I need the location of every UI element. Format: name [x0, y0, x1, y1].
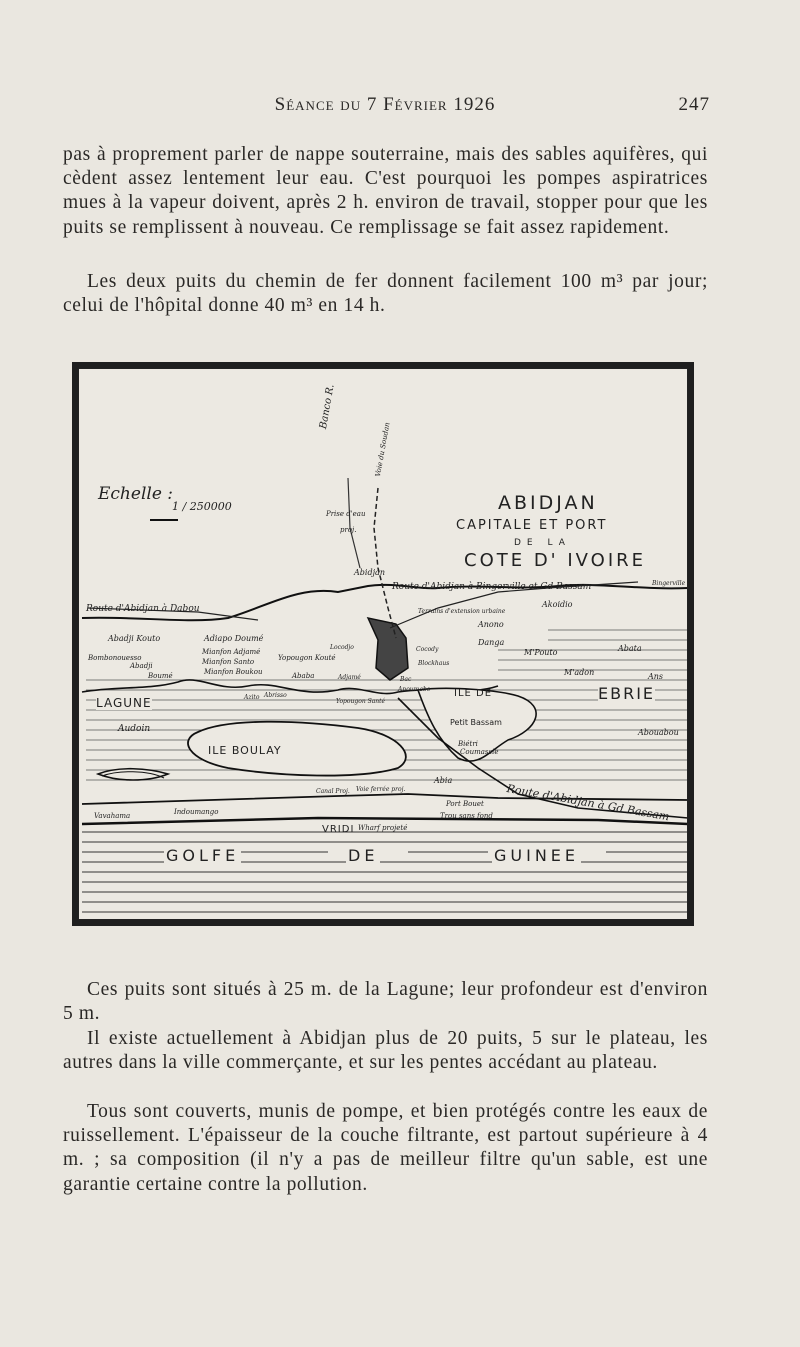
map-label-akoidio: Akoidio — [542, 600, 573, 609]
map-label-adiapo-doume: Adiapo Doumé — [204, 634, 264, 643]
map-label-ababa: Ababa — [292, 672, 315, 680]
map-label-prise-eau: Prise d'eau — [326, 510, 366, 518]
map-title-line3: DE LA — [514, 538, 571, 548]
map-label-adjame: Adjamé — [338, 674, 361, 681]
map-label-mianfon-santo: Mianfon Santo — [202, 658, 255, 666]
map-title-city: ABIDJAN — [498, 492, 598, 514]
map-label-vridi: VRIDI — [322, 824, 355, 835]
map-label-golfe: GOLFE — [166, 846, 240, 865]
running-head-title: Séance du 7 Février 1926 — [274, 94, 496, 115]
map-label-boume: Boumé — [148, 672, 173, 680]
map-label-terrains-extension: Terrains d'extension urbaine — [418, 608, 506, 615]
running-head — [60, 94, 710, 122]
map-figure — [72, 362, 694, 926]
map-label-prise-proj: proj. — [340, 526, 357, 534]
map-label-yopougon-koute: Yopougon Kouté — [278, 654, 336, 662]
map-label-azito: Azito — [244, 694, 260, 701]
map-label-ans: Ans — [648, 672, 664, 681]
map-label-wharf: Wharf projeté — [358, 824, 408, 832]
map-label-voie-soudan: Voie du Soudan — [374, 421, 392, 478]
lagoon-north-shore — [82, 585, 688, 620]
map-scale-label: Echelle : — [98, 484, 174, 504]
map-title-line4: COTE D' IVOIRE — [464, 550, 647, 571]
voie-soudan-rail — [374, 488, 396, 638]
map-label-yopougon-sante: Yopougon Santé — [336, 698, 386, 705]
map-label-bac: Bac — [400, 676, 412, 683]
map-label-mpouto: M'Pouto — [524, 648, 558, 657]
map-label-audoin: Audoin — [118, 724, 151, 734]
paragraph-1: pas à proprement parler de nappe souterraine, mais des sables aquifères, qui cèdent assez lentement leur eau. C'est pourquoi les pompes aspiratrices mues à la vapeur doivent, après 2 h. environ de travail, stopper pour que les puits se remplissent à nouveau. Ce remplissage se fait assez rapidement. — [63, 144, 708, 238]
paragraph-2: Les deux puits du chemin de fer donnent facilement 100 m³ par jour; celui de l'hôpital donne 40 m³ en 14 h. — [63, 271, 708, 317]
map-label-mianfon-adjame: Mianfon Adjamé — [202, 648, 261, 656]
banco-river — [348, 478, 360, 568]
map-label-route-bingerville: Route d'Abidjan à Bingerville et Gd Bassam — [392, 582, 592, 592]
sea-hatching — [82, 832, 688, 912]
map-label-abia: Abia — [434, 776, 453, 785]
map-label-abadji: Abadji — [130, 662, 153, 670]
map-label-abouabou: Abouabou — [638, 728, 679, 737]
map-label-indoumango: Indoumango — [174, 808, 219, 816]
map-title-line2: CAPITALE ET PORT — [456, 518, 608, 533]
map-label-bietri: Biétri — [458, 740, 478, 748]
map-label-blockhaus: Blockhaus — [418, 660, 450, 667]
map-label-madon: M'adon — [564, 668, 595, 677]
map-label-danga: Danga — [478, 638, 505, 647]
map-label-abata: Abata — [618, 644, 642, 653]
map-label-vavahama: Vavahama — [94, 812, 131, 820]
map-label-ile-de: ILE DE — [454, 688, 493, 699]
map-label-abidjan: Abidjan — [354, 568, 385, 577]
map-label-anoumabo: Anoumabo — [398, 686, 431, 693]
map-label-canal: Canal Proj. — [316, 788, 350, 795]
map-label-abadji-kouto: Abadji Kouto — [108, 634, 161, 643]
map-label-trou-sans-fond: Trou sans fond — [440, 812, 493, 820]
map-label-coumassie: Coumassie — [460, 748, 499, 756]
page-number: 247 — [678, 94, 710, 115]
map-label-locodjo: Locodjo — [330, 644, 354, 651]
map-label-banco: Banco R. — [318, 383, 337, 430]
map-label-ile-boulay: ILE BOULAY — [208, 744, 282, 757]
abidjan-plateau — [368, 618, 408, 680]
map-label-bombonouesso: Bombonouesso — [88, 654, 142, 662]
map-label-anono: Anono — [478, 620, 504, 629]
map-label-mianfon-boukou: Mianfon Boukou — [204, 668, 263, 676]
map-label-voie-ferree: Voie ferrée proj. — [356, 786, 406, 793]
map-label-bingerville: Bingerville — [652, 580, 686, 587]
map-label-route-gd-bassam: Route d'Abidjan à Gd Bassam — [505, 782, 671, 824]
map-label-lagune: LAGUNE — [96, 696, 152, 710]
map-label-abrisso: Abrisso — [264, 692, 287, 699]
map-label-guinee: GUINEE — [494, 846, 580, 865]
map-label-cocody: Cocody — [416, 646, 439, 653]
map-label-route-dabou: Route d'Abidjan à Dabou — [86, 604, 200, 614]
map-label-petit-bassam: Petit Bassam — [450, 718, 502, 727]
map-label-de: DE — [348, 846, 379, 865]
map-label-port-bouet: Port Bouet — [446, 800, 484, 808]
map-scale-value: 1 / 250000 — [172, 500, 232, 513]
paragraph-5: Tous sont couverts, munis de pompe, et bien protégés contre les eaux de ruissellement. L'épaisseur de la couche filtrante, est partout supérieure à 4 m. ; sa composition (il n'y a pas de meilleur filtre qu'un sable, est une garantie certaine contre la pollution. — [63, 1101, 708, 1195]
paragraph-3: Ces puits sont situés à 25 m. de la Lagune; leur profondeur est d'environ 5 m. — [63, 979, 708, 1025]
paragraph-4: Il existe actuellement à Abidjan plus de 20 puits, 5 sur le plateau, les autres dans la ville commerçante, et sur les pentes accédant au plateau. — [63, 1028, 708, 1074]
map-label-ebrie: EBRIE — [598, 684, 656, 703]
